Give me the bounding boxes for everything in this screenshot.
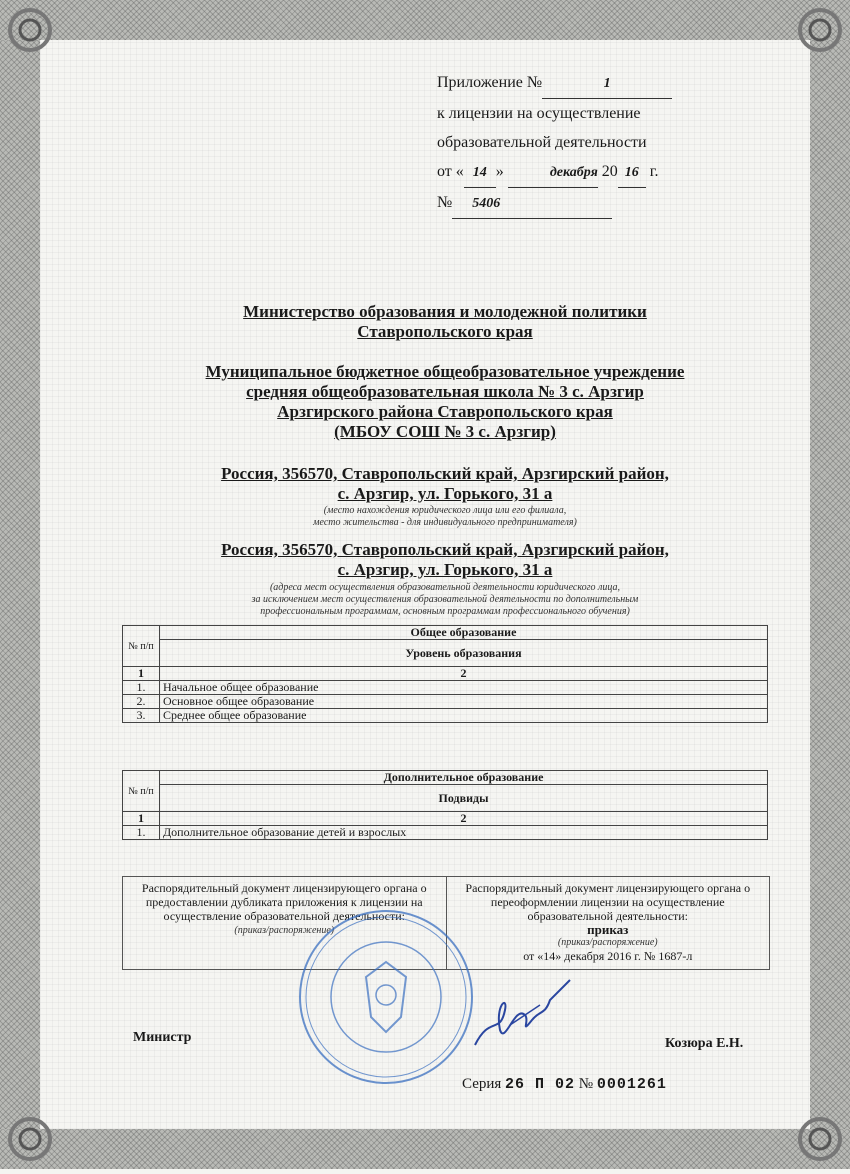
- row-number: 1.: [123, 681, 160, 695]
- date-day: 14: [464, 158, 496, 188]
- series-label: Серия: [462, 1076, 502, 1092]
- organization-line4: (МБОУ СОШ № 3 с. Арзгир): [334, 422, 556, 441]
- authority-line1: Министерство образования и молодежной политики: [243, 302, 647, 321]
- minister-title: Министр: [133, 1030, 192, 1045]
- location-note: [120, 505, 770, 529]
- series-num-label: №: [578, 1076, 594, 1092]
- duplicate-doc-note: (приказ/распоряжение): [234, 925, 335, 936]
- reissue-doc-value: приказ: [587, 922, 629, 937]
- corner-ornament-icon: [0, 0, 60, 60]
- corner-ornament-icon: [0, 1109, 60, 1169]
- organization-line1: Муниципальное бюджетное общеобразовательное учреждение: [205, 362, 685, 381]
- appendix-block: [437, 68, 672, 219]
- column-header: Уровень образования: [160, 640, 768, 667]
- additional-education-table: [122, 770, 768, 840]
- column-index: 2: [160, 667, 768, 681]
- series-block: [462, 1076, 667, 1093]
- location-line1: Россия, 356570, Ставропольский край, Арзгирский район,: [221, 464, 669, 483]
- duplicate-doc-text: Распорядительный документ лицензирующего органа о предоставлении дубликата приложения к лицензии на осуществление образовательной деятельности:: [141, 881, 427, 923]
- date-day-close: »: [495, 163, 504, 180]
- location-note1: (место нахождения юридического лица или его филиала,: [323, 505, 567, 516]
- date-year-label: г.: [649, 163, 659, 180]
- table-row: [123, 826, 768, 840]
- row-name: Начальное общее образование: [160, 681, 768, 695]
- license-num-label: №: [437, 194, 453, 211]
- table-title: Общее образование: [160, 626, 768, 640]
- num-header: № п/п: [123, 626, 160, 667]
- table-row: [123, 695, 768, 709]
- organization-name: [120, 362, 770, 442]
- activity-note: [120, 582, 770, 618]
- signature-icon: [470, 975, 580, 1055]
- row-number: 1.: [123, 826, 160, 840]
- row-number: 3.: [123, 709, 160, 723]
- appendix-number: 1: [542, 69, 672, 99]
- activity-note3: профессиональным программам, основным программам профессионального обучения): [260, 606, 630, 617]
- general-education-table: [122, 625, 768, 723]
- date-year: 16: [618, 158, 646, 188]
- activity-note2: за исключением мест осуществления образовательной деятельности по дополнительным: [251, 594, 639, 605]
- minister-name: Козюра Е.Н.: [665, 1036, 744, 1051]
- row-number: 2.: [123, 695, 160, 709]
- license-number: 5406: [452, 189, 612, 219]
- activity-line1: Россия, 356570, Ставропольский край, Арзгирский район,: [221, 540, 669, 559]
- location-address: [120, 464, 770, 504]
- location-note2: место жительства - для индивидуального предпринимателя): [313, 517, 577, 528]
- row-name: Среднее общее образование: [160, 709, 768, 723]
- appendix-line2: к лицензии на осуществление: [437, 105, 641, 122]
- reissue-doc-note: (приказ/распоряжение): [557, 937, 658, 948]
- activity-address: [120, 540, 770, 580]
- series-number: 0001261: [596, 1076, 667, 1093]
- num-header: № п/п: [123, 771, 160, 812]
- appendix-line3: образовательной деятельности: [437, 134, 647, 151]
- appendix-label: Приложение №: [437, 74, 543, 91]
- organization-line2: средняя общеобразовательная школа № 3 с. Арзгир: [246, 382, 644, 401]
- reissue-doc-date: от «14» декабря 2016 г. № 1687-л: [523, 949, 693, 963]
- activity-note1: (адреса мест осуществления образовательной деятельности юридического лица,: [269, 582, 621, 593]
- authority-line2: Ставропольского края: [357, 322, 533, 341]
- location-line2: с. Арзгир, ул. Горького, 31 а: [337, 484, 553, 503]
- series-value: 26 П 02: [505, 1076, 576, 1093]
- date-prefix: от «: [437, 163, 464, 180]
- column-index: 2: [160, 812, 768, 826]
- table-row: [123, 681, 768, 695]
- reissue-doc-text: Распорядительный документ лицензирующего органа о переоформлении лицензии на осуществление образовательной деятельности:: [465, 881, 751, 923]
- column-index: 1: [123, 812, 160, 826]
- date-month: декабря: [508, 158, 598, 188]
- table-row: [123, 709, 768, 723]
- table-title: Дополнительное образование: [160, 771, 768, 785]
- row-name: Основное общее образование: [160, 695, 768, 709]
- activity-line2: с. Арзгир, ул. Горького, 31 а: [337, 560, 553, 579]
- column-index: 1: [123, 667, 160, 681]
- corner-ornament-icon: [790, 1109, 850, 1169]
- authority-title: [120, 302, 770, 342]
- corner-ornament-icon: [790, 0, 850, 60]
- organization-line3: Арзгирского района Ставропольского края: [277, 402, 613, 421]
- date-year-prefix: 20: [601, 163, 618, 180]
- reissue-document: [446, 877, 770, 969]
- official-seal-icon: [296, 907, 476, 1087]
- column-header: Подвиды: [160, 785, 768, 812]
- row-name: Дополнительное образование детей и взрослых: [160, 826, 768, 840]
